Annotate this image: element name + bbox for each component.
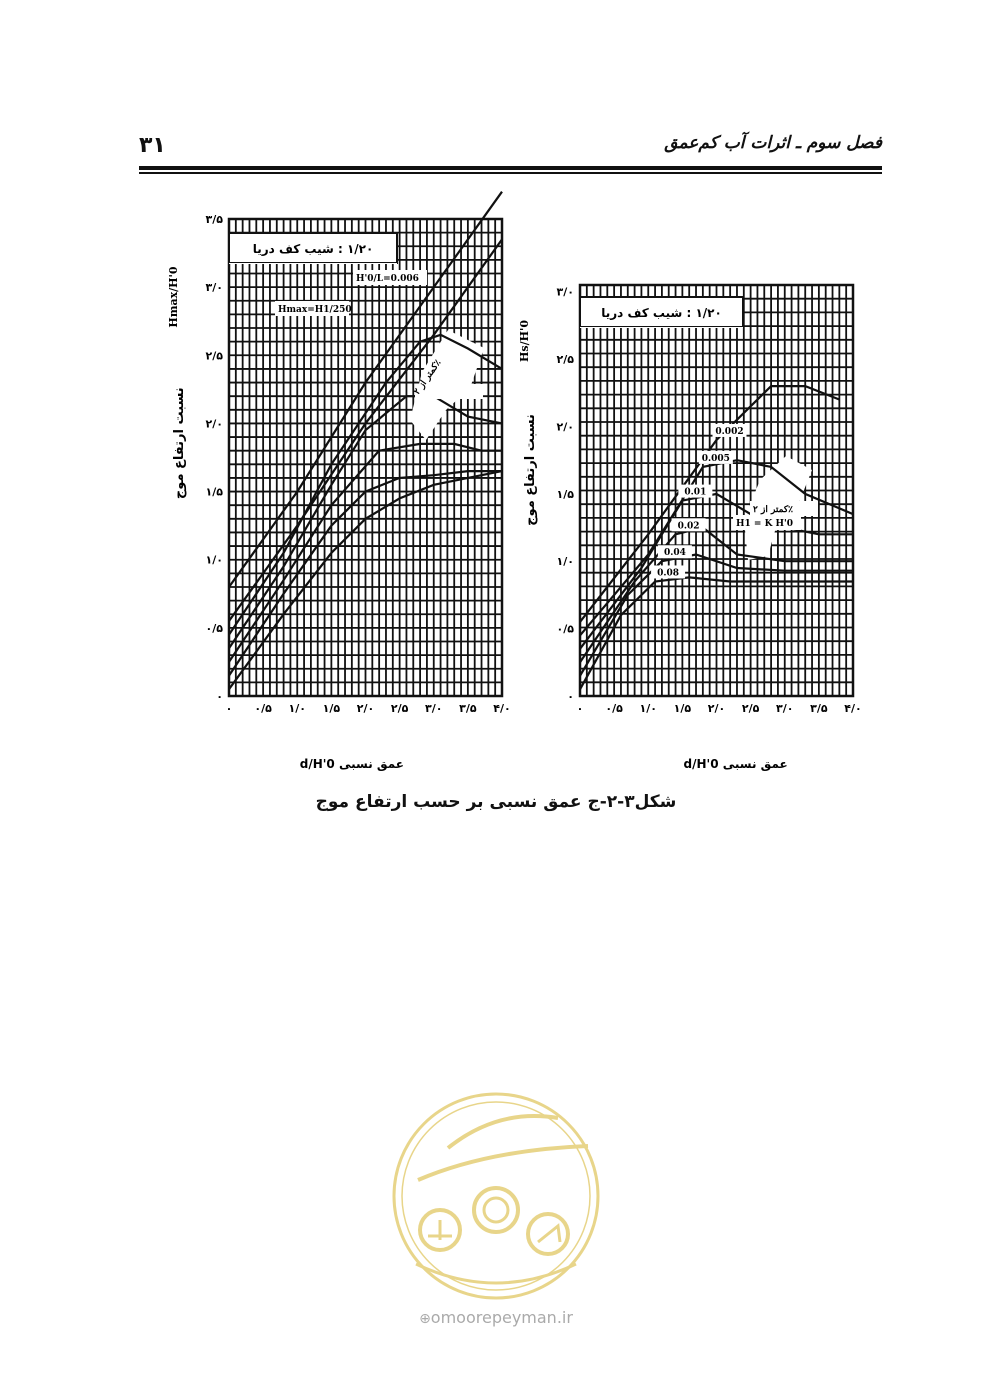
x-tick-label: ۳/۵: [810, 702, 828, 715]
watermark-logo: [388, 1088, 604, 1304]
running-head: فصل سوم ـ اثرات آب کم‌عمق: [664, 133, 882, 153]
series-label: 0.005: [701, 453, 730, 464]
y-axis-symbol: Hmax/H'0: [167, 266, 180, 328]
x-tick-label: ۱/۰: [288, 702, 306, 715]
x-tick-label: ۲/۵: [741, 702, 760, 715]
globe-icon: ⊕: [419, 1311, 431, 1327]
series-label: 0.002: [715, 426, 744, 437]
y-tick-label: ۲/۵: [205, 349, 223, 363]
watermark-url: ⊕omoorepeyman.ir: [419, 1308, 573, 1327]
x-tick-label: ۴/۰: [844, 702, 862, 715]
x-tick-label: ۲/۰: [356, 702, 375, 715]
y-tick-label: ۰: [216, 690, 223, 703]
annotation-label: کمتر از ۲٪: [412, 358, 444, 397]
annotation-label: Hmax=H1/250: [278, 305, 352, 315]
slope-box-gap: [580, 327, 743, 328]
x-axis-label: d/H'0 عمق نسبی: [299, 757, 404, 771]
y-tick-label: ۰/۵: [205, 621, 223, 635]
y-axis-label: نسبت ارتفاع موج: [172, 387, 187, 500]
x-tick-label: ۰/۵: [605, 702, 623, 715]
x-tick-label: ۰/۵: [254, 702, 272, 715]
y-tick-label: ۱/۰: [205, 553, 223, 567]
series-label: 0.04: [663, 548, 686, 559]
y-tick-label: ۲/۰: [556, 420, 574, 434]
y-axis-label: نسبت ارتفاع موج: [523, 414, 538, 526]
y-tick-label: ۱/۰: [556, 555, 574, 569]
y-tick-label: ۰: [567, 690, 574, 703]
y-tick-label: ۳/۰: [556, 285, 574, 299]
x-tick-label: ۱/۵: [673, 702, 692, 715]
series-label: 0.02: [677, 521, 700, 532]
x-tick-label: ۳/۰: [425, 702, 443, 715]
x-axis-label: d/H'0 عمق نسبی: [683, 757, 788, 771]
y-axis-symbol: Hs/H'0: [518, 319, 531, 363]
series-label: 0.01: [684, 487, 707, 498]
page-number: ۳۱: [139, 133, 166, 158]
slope-box-label: ۱/۲۰ : شیب کف دریا: [252, 242, 374, 256]
y-tick-label: ۰/۵: [556, 622, 574, 636]
annotation-label: H1 = K H'0: [736, 519, 794, 529]
x-tick-label: ۴/۰: [493, 702, 511, 715]
y-tick-label: ۲/۰: [205, 417, 223, 431]
grid: [580, 285, 853, 696]
series-label: 0.08: [657, 568, 680, 579]
slope-box-label: ۱/۲۰ : شیب کف دریا: [601, 306, 722, 320]
x-tick-label: ۰: [576, 702, 584, 715]
figure-caption: شکل۳-۲-ج عمق نسبی بر حسب ارتفاع موج: [315, 792, 677, 812]
x-tick-label: ۰: [225, 702, 233, 715]
y-tick-label: ۳/۰: [205, 281, 223, 295]
x-tick-label: ۲/۵: [390, 702, 409, 715]
x-tick-label: ۱/۰: [639, 702, 657, 715]
annotation-label: H'0/L=0.006: [356, 274, 419, 284]
plot-area: [580, 285, 853, 696]
y-tick-label: ۱/۵: [205, 485, 223, 499]
annotation-label: کمتر از ۲٪: [753, 505, 793, 515]
x-tick-label: ۳/۰: [776, 702, 794, 715]
x-tick-label: ۲/۰: [707, 702, 726, 715]
y-tick-label: ۳/۵: [205, 213, 223, 226]
x-tick-label: ۳/۵: [459, 702, 477, 715]
x-tick-label: ۱/۵: [322, 702, 341, 715]
y-tick-label: ۲/۵: [556, 353, 574, 367]
y-tick-label: ۱/۵: [556, 487, 574, 501]
